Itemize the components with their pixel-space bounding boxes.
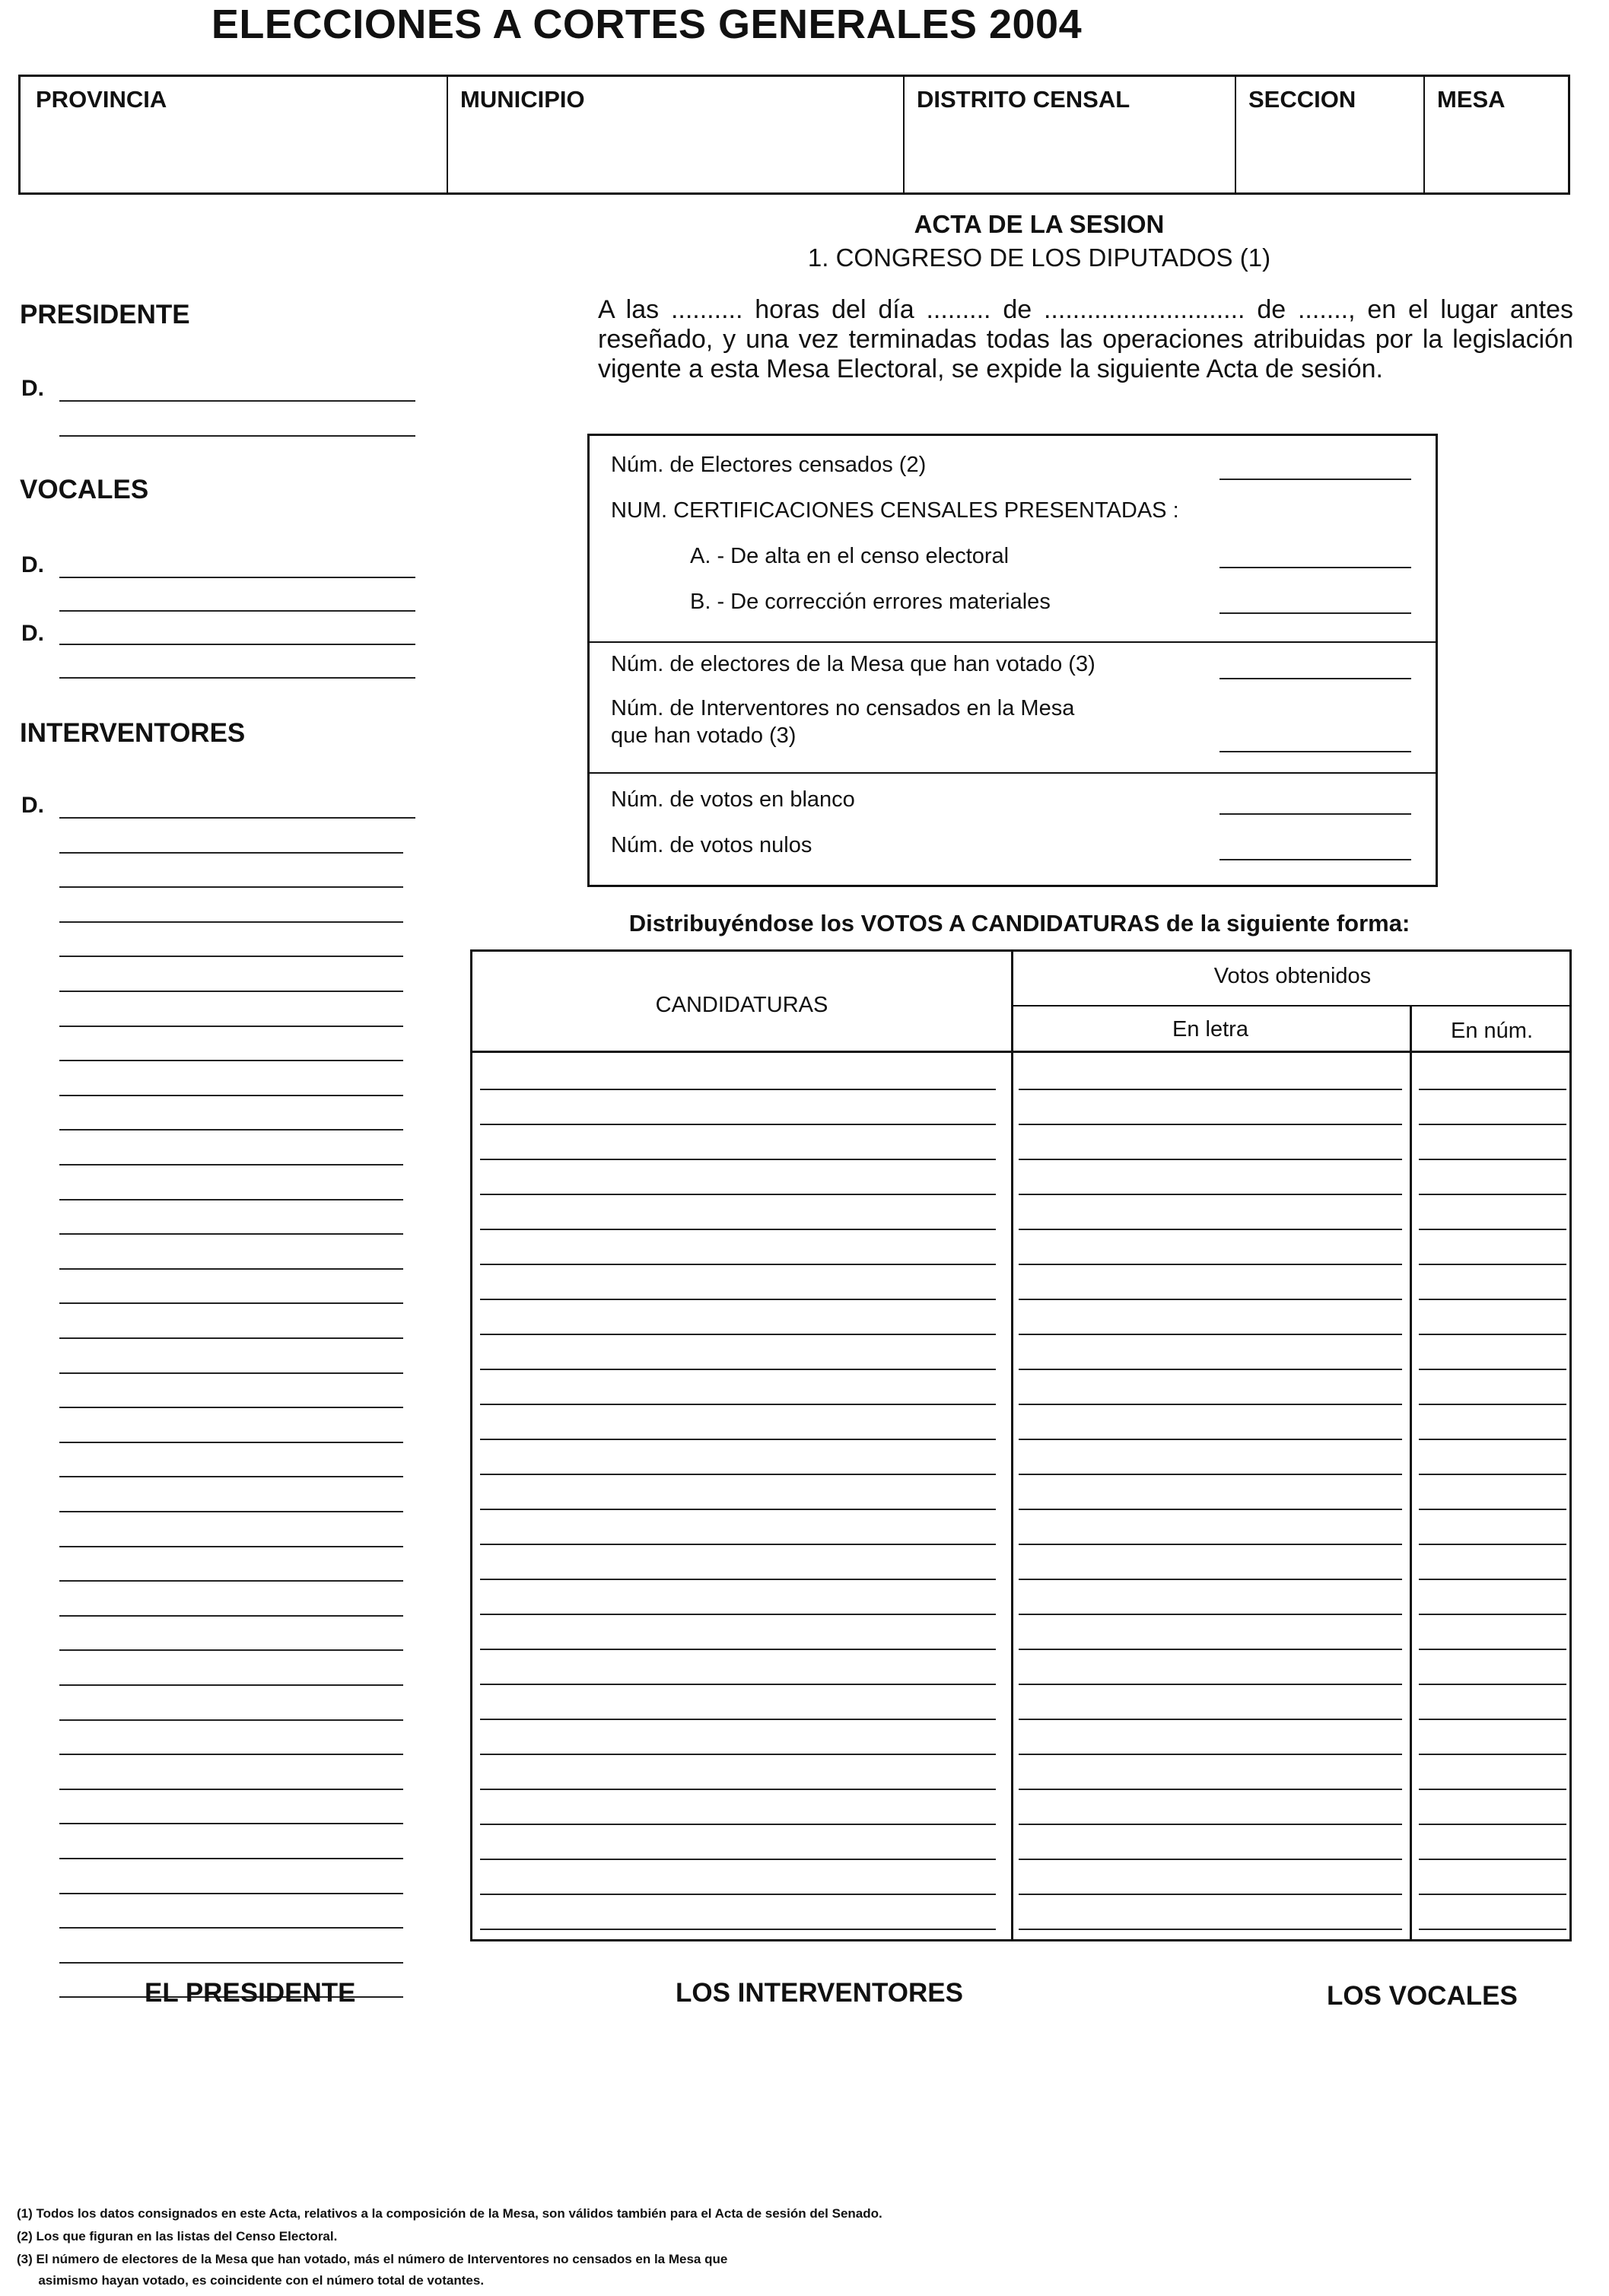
votos-letra-line[interactable] [1019, 1789, 1402, 1790]
interventor-name-line[interactable] [59, 991, 403, 992]
votos-letra-line[interactable] [1019, 1474, 1402, 1475]
interventor-name-line[interactable] [59, 1476, 403, 1477]
votos-letra-line[interactable] [1019, 1544, 1402, 1545]
alta-censo-line[interactable] [1219, 567, 1411, 568]
votos-num-line[interactable] [1419, 1824, 1566, 1825]
candidatura-line[interactable] [480, 1264, 996, 1265]
interventor-name-line[interactable] [59, 1754, 403, 1755]
vocales-heading: VOCALES [20, 475, 149, 504]
interventores-heading: INTERVENTORES [20, 718, 246, 748]
votos-letra-line[interactable] [1019, 1649, 1402, 1650]
votos-letra-line[interactable] [1019, 1579, 1402, 1580]
votos-letra-line[interactable] [1019, 1334, 1402, 1335]
form-title: ELECCIONES A CORTES GENERALES 2004 [211, 2, 1083, 47]
presidente-name-line[interactable] [59, 400, 415, 402]
candidatura-line[interactable] [480, 1439, 996, 1440]
candidatura-line[interactable] [480, 1159, 996, 1160]
interventor-name-line[interactable] [59, 1789, 403, 1790]
interventor-name-line[interactable] [59, 1684, 403, 1686]
footnote-3-cont: asimismo hayan votado, es coincidente con el número total de votantes. [17, 2273, 485, 2288]
votos-num-line[interactable] [1419, 1369, 1566, 1370]
votos-letra-line[interactable] [1019, 1369, 1402, 1370]
interventores-no-censados-label: Núm. de Interventores no censados en la Mesa [611, 696, 1075, 720]
votos-num-line[interactable] [1419, 1929, 1566, 1930]
provincia-field[interactable] [21, 77, 447, 192]
interventor-name-line[interactable] [59, 886, 403, 888]
vocal-1-name-line[interactable] [59, 577, 415, 578]
interventor-name-line[interactable] [59, 1511, 403, 1512]
candidatura-line[interactable] [480, 1894, 996, 1895]
candidatura-line[interactable] [480, 1474, 996, 1475]
vote-counts-box [587, 434, 1438, 887]
votos-num-line[interactable] [1419, 1194, 1566, 1195]
municipio-label: MUNICIPIO [460, 86, 585, 113]
interventor-name-line[interactable] [59, 1649, 403, 1651]
votos-num-line[interactable] [1419, 1544, 1566, 1545]
interventor-name-line[interactable] [59, 956, 403, 957]
interventor-name-line[interactable] [59, 1407, 403, 1408]
votos-num-line[interactable] [1419, 1264, 1566, 1265]
votos-num-line[interactable] [1419, 1299, 1566, 1300]
seccion-label: SECCION [1248, 86, 1356, 113]
footnote-3: (3) El número de electores de la Mesa que han votado, más el número de Interventores no censados en la Mesa que [17, 2252, 728, 2266]
votos-num-line[interactable] [1419, 1404, 1566, 1405]
alta-censo-label: A. - De alta en el censo electoral [690, 544, 1010, 568]
votos-letra-line[interactable] [1019, 1754, 1402, 1755]
votos-letra-line[interactable] [1019, 1124, 1402, 1125]
candidatura-line[interactable] [480, 1544, 996, 1545]
presidente-name-line-2[interactable] [59, 435, 415, 437]
candidatura-line[interactable] [480, 1229, 996, 1230]
presidente-d-prefix: D. [21, 376, 44, 401]
interventor-name-line[interactable] [59, 921, 403, 923]
votos-letra-line[interactable] [1019, 1894, 1402, 1895]
votos-num-line[interactable] [1419, 1229, 1566, 1230]
votos-num-line[interactable] [1419, 1439, 1566, 1440]
distrito-field[interactable] [903, 77, 1235, 192]
candidatura-line[interactable] [480, 1404, 996, 1405]
votos-num-line[interactable] [1419, 1334, 1566, 1335]
votos-letra-line[interactable] [1019, 1684, 1402, 1685]
candidatura-line[interactable] [480, 1929, 996, 1930]
electores-censados-line[interactable] [1219, 479, 1411, 480]
candidatura-line[interactable] [480, 1754, 996, 1755]
candidatura-line[interactable] [480, 1719, 996, 1720]
vocal-1-d-prefix: D. [21, 552, 44, 577]
vocal-1-name-line-2[interactable] [59, 610, 415, 612]
acta-title: ACTA DE LA SESION [914, 210, 1165, 238]
votos-blanco-line[interactable] [1219, 813, 1411, 815]
votos-num-line[interactable] [1419, 1474, 1566, 1475]
candidaturas-header: CANDIDATURAS [655, 993, 828, 1017]
votos-nulos-line[interactable] [1219, 859, 1411, 860]
interventor-name-line[interactable] [59, 1199, 403, 1200]
interventor-d-prefix: D. [21, 793, 44, 818]
en-letra-header: En letra [1172, 1017, 1248, 1041]
interventor-name-line[interactable] [59, 1337, 403, 1339]
votos-num-line[interactable] [1419, 1684, 1566, 1685]
candidatura-line[interactable] [480, 1299, 996, 1300]
interventores-votado-line[interactable] [1219, 751, 1411, 752]
votos-num-line[interactable] [1419, 1719, 1566, 1720]
candidatura-line[interactable] [480, 1579, 996, 1580]
signature-presidente: EL PRESIDENTE [145, 1978, 356, 2008]
counts-divider-1 [590, 641, 1436, 643]
interventor-name-line[interactable] [59, 1823, 403, 1824]
candidatura-line[interactable] [480, 1124, 996, 1125]
votos-blanco-label: Núm. de votos en blanco [611, 787, 855, 812]
acta-intro-paragraph: A las .......... horas del día ......... de ............................ de ......., en el lugar antes reseñado, y una vez terminadas todas las operaciones atribuidas por la legislación vigente a esta Mesa Electoral, se expide la siguiente Acta de sesión. [598, 295, 1573, 383]
interventor-name-line[interactable] [59, 1268, 403, 1270]
counts-divider-2 [590, 772, 1436, 774]
interventor-name-line[interactable] [59, 1546, 403, 1547]
interventor-name-line[interactable] [59, 1129, 403, 1131]
candidatura-line[interactable] [480, 1089, 996, 1090]
electores-censados-label: Núm. de Electores censados (2) [611, 453, 927, 477]
interventor-name-line[interactable] [59, 1719, 403, 1721]
interventor-name-line[interactable] [59, 1233, 403, 1235]
electores-votado-line[interactable] [1219, 678, 1411, 679]
candidatures-table [470, 949, 1572, 1941]
votos-letra-line[interactable] [1019, 1509, 1402, 1510]
acta-subtitle: 1. CONGRESO DE LOS DIPUTADOS (1) [807, 243, 1271, 272]
location-header-box [18, 75, 1570, 195]
seccion-field[interactable] [1235, 77, 1423, 192]
vocal-2-d-prefix: D. [21, 621, 44, 646]
interventor-name-line[interactable] [59, 1580, 403, 1582]
interventor-name-line[interactable] [59, 1302, 403, 1304]
votos-letra-line[interactable] [1019, 1859, 1402, 1860]
votos-letra-line[interactable] [1019, 1614, 1402, 1615]
votos-num-line[interactable] [1419, 1089, 1566, 1090]
votos-num-line[interactable] [1419, 1894, 1566, 1895]
votos-num-line[interactable] [1419, 1754, 1566, 1755]
signature-vocales: LOS VOCALES [1327, 1981, 1518, 2011]
table-divider-letra [1011, 952, 1013, 1939]
interventor-name-line[interactable] [59, 1372, 403, 1374]
votos-letra-line[interactable] [1019, 1229, 1402, 1230]
candidatura-line[interactable] [480, 1824, 996, 1825]
interventor-name-line[interactable] [59, 1026, 403, 1027]
candidatura-line[interactable] [480, 1369, 996, 1370]
votos-num-line[interactable] [1419, 1859, 1566, 1860]
votos-letra-line[interactable] [1019, 1264, 1402, 1265]
votos-letra-line[interactable] [1019, 1299, 1402, 1300]
votos-letra-line[interactable] [1019, 1089, 1402, 1090]
votos-letra-line[interactable] [1019, 1824, 1402, 1825]
votos-num-line[interactable] [1419, 1579, 1566, 1580]
candidatura-line[interactable] [480, 1649, 996, 1650]
mesa-label: MESA [1437, 86, 1506, 113]
en-num-header: En núm. [1451, 1019, 1533, 1043]
interventor-name-line[interactable] [59, 1927, 403, 1929]
votos-num-line[interactable] [1419, 1614, 1566, 1615]
interventor-name-line[interactable] [59, 1060, 403, 1061]
votos-nulos-label: Núm. de votos nulos [611, 833, 812, 857]
provincia-label: PROVINCIA [36, 86, 167, 113]
vocal-2-name-line-2[interactable] [59, 677, 415, 679]
table-divider-num [1410, 1006, 1412, 1939]
candidatura-line[interactable] [480, 1614, 996, 1615]
correccion-errores-label: B. - De corrección errores materiales [690, 590, 1051, 614]
footnote-2: (2) Los que figuran en las listas del Censo Electoral. [17, 2229, 338, 2244]
interventor-name-line[interactable] [59, 1095, 403, 1096]
correccion-errores-line[interactable] [1219, 612, 1411, 614]
table-header-bottom [472, 1051, 1569, 1053]
signature-interventores: LOS INTERVENTORES [676, 1978, 963, 2008]
municipio-field[interactable] [447, 77, 903, 192]
votos-letra-line[interactable] [1019, 1194, 1402, 1195]
votos-num-line[interactable] [1419, 1159, 1566, 1160]
interventor-name-line[interactable] [59, 852, 403, 854]
votos-obtenidos-header: Votos obtenidos [1213, 964, 1372, 988]
candidatura-line[interactable] [480, 1509, 996, 1510]
interventor-name-line[interactable] [59, 1442, 403, 1443]
certificaciones-label: NUM. CERTIFICACIONES CENSALES PRESENTADAS : [611, 498, 1179, 523]
vocal-2-name-line[interactable] [59, 644, 415, 645]
candidatura-line[interactable] [480, 1194, 996, 1195]
votos-letra-line[interactable] [1019, 1719, 1402, 1720]
interventor-name-line[interactable] [59, 1962, 403, 1964]
interventor-name-line[interactable] [59, 817, 415, 819]
votos-letra-line[interactable] [1019, 1929, 1402, 1930]
interventor-name-line[interactable] [59, 1615, 403, 1617]
votos-letra-line[interactable] [1019, 1159, 1402, 1160]
candidatura-line[interactable] [480, 1859, 996, 1860]
votos-num-line[interactable] [1419, 1124, 1566, 1125]
votos-letra-line[interactable] [1019, 1439, 1402, 1440]
presidente-heading: PRESIDENTE [20, 300, 190, 329]
interventor-name-line[interactable] [59, 1858, 403, 1859]
votos-num-line[interactable] [1419, 1789, 1566, 1790]
interventor-name-line[interactable] [59, 1893, 403, 1894]
interventores-votado-label: que han votado (3) [611, 723, 797, 748]
interventor-name-line[interactable] [59, 1164, 403, 1165]
mesa-field[interactable] [1423, 77, 1568, 192]
footnote-1: (1) Todos los datos consignados en este Acta, relativos a la composición de la Mesa, son válidos también para el Acta de sesión del Senado. [17, 2206, 882, 2221]
candidatura-line[interactable] [480, 1789, 996, 1790]
distribution-heading: Distribuyéndose los VOTOS A CANDIDATURAS de la siguiente forma: [628, 910, 1410, 937]
candidatura-line[interactable] [480, 1334, 996, 1335]
votos-header-divider [1011, 1005, 1569, 1006]
distrito-label: DISTRITO CENSAL [917, 86, 1130, 113]
votos-num-line[interactable] [1419, 1509, 1566, 1510]
votos-num-line[interactable] [1419, 1649, 1566, 1650]
candidatura-line[interactable] [480, 1684, 996, 1685]
electores-votado-label: Núm. de electores de la Mesa que han votado (3) [611, 652, 1095, 676]
votos-letra-line[interactable] [1019, 1404, 1402, 1405]
